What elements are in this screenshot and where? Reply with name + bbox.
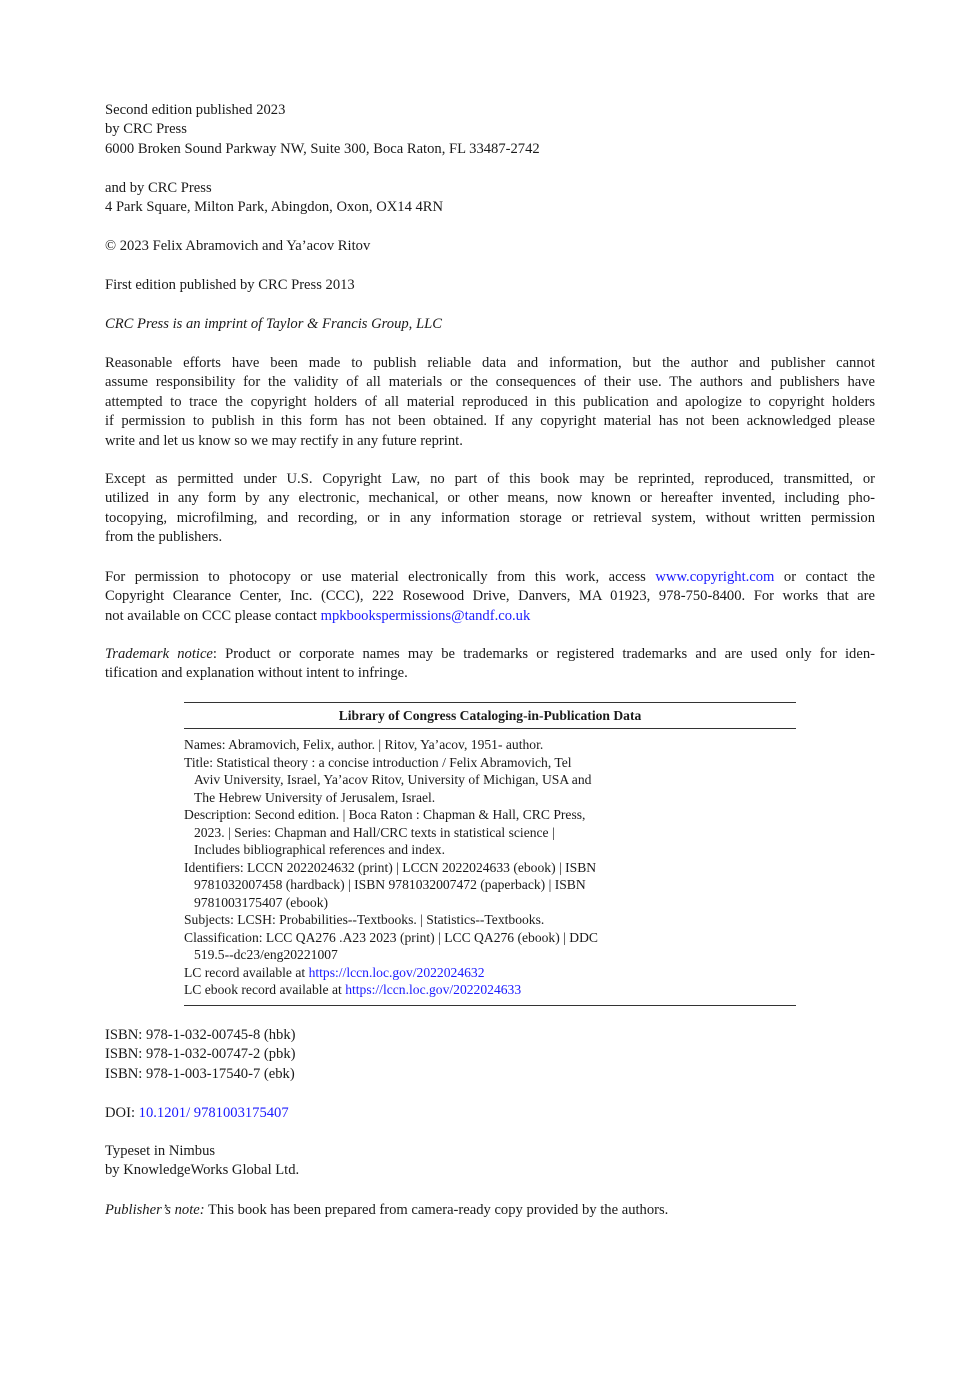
doi-link[interactable]: 10.1201/ 9781003175407 (138, 1105, 289, 1121)
copyright-line: © 2023 Felix Abramovich and Ya’acov Ritov (105, 238, 371, 254)
typeset-info (105, 1142, 875, 1181)
imprint-line: CRC Press is an imprint of Taylor & Francis Group, LLC (105, 316, 442, 332)
cip-line: The Hebrew University of Jerusalem, Israel. (194, 789, 436, 805)
text: LC ebook record available at (184, 982, 342, 997)
lc-ebook-record-link[interactable]: https://lccn.loc.gov/2022024633 (345, 982, 522, 997)
trademark-notice (105, 645, 875, 684)
cip-line (184, 964, 796, 982)
cip-entries (184, 736, 796, 999)
copyright-link[interactable]: www.copyright.com (655, 569, 775, 585)
text: or contact the (783, 569, 876, 585)
doi-line (105, 1104, 875, 1123)
permissions-email-link[interactable]: mpkbookspermissions@tandf.co.uk (320, 607, 531, 624)
cip-line: Title: Statistical theory : a concise introduction / Felix Abramovich, Tel (184, 754, 572, 770)
cip-line: 9781032007458 (hardback) | ISBN 9781032007472 (paperback) | ISBN (194, 877, 586, 892)
text-line: tification and explanation without intent to infringe. (105, 665, 408, 682)
text-line: Copyright Clearance Center, Inc. (CCC), 222 Rosewood Drive, Danvers, MA 01923, 978-750-8400. For works that are (105, 588, 875, 605)
text-line: 4 Park Square, Milton Park, Abingdon, Oxon, OX14 4RN (105, 199, 444, 216)
text-line: by KnowledgeWorks Global Ltd. (105, 1162, 300, 1179)
cip-line: 519.5--dc23/eng20221007 (194, 947, 338, 962)
text: LC record available at (184, 964, 306, 980)
copyright-law-paragraph (105, 470, 875, 548)
doi-label: DOI: (105, 1105, 135, 1121)
first-edition-line: First edition published by CRC Press 2013 (105, 277, 355, 293)
divider (184, 728, 796, 729)
cip-line: 2023. | Series: Chapman and Hall/CRC texts in statistical science | (194, 824, 555, 840)
lc-record-link[interactable]: https://lccn.loc.gov/2022024632 (308, 964, 485, 980)
text-line: Except as permitted under U.S. Copyright Law, no part of this book may be reprinted, reproduced, transmitted, or (105, 471, 875, 487)
permission-paragraph (105, 568, 875, 626)
text-line: Second edition published 2023 (105, 102, 286, 118)
text-line (105, 568, 875, 587)
isbn-line: ISBN: 978-1-032-00747-2 (pbk) (105, 1046, 296, 1063)
isbn-list (105, 1026, 875, 1084)
cip-line: 9781003175407 (ebook) (194, 894, 329, 910)
publishers-note-label: Publisher’s note: (105, 1202, 205, 1218)
disclaimer-paragraph (105, 354, 875, 451)
text: : Product or corporate names may be trademarks or registered trademarks and are used only for iden- (212, 646, 875, 662)
isbn-line: ISBN: 978-1-003-17540-7 (ebk) (105, 1065, 295, 1082)
text-line: if permission to publish in this form has not been obtained. If any copyright material has not been acknowledged please (105, 413, 875, 430)
text-line: tocopying, microfilming, and recording, or in any information storage or retrieval system, without written permission (105, 509, 875, 526)
text-line: Typeset in Nimbus (105, 1143, 216, 1159)
cip-data-box (184, 702, 796, 1006)
isbn-line: ISBN: 978-1-032-00745-8 (hbk) (105, 1027, 296, 1043)
cip-line: Identifiers: LCCN 2022024632 (print) | LCCN 2022024633 (ebook) | ISBN (184, 859, 597, 875)
text-line (105, 645, 875, 664)
text-line: attempted to trace the copyright holders of all material reproduced in this publication and apologize to copyright holders (105, 393, 875, 410)
text-line: by CRC Press (105, 121, 187, 138)
text-line: from the publishers. (105, 529, 223, 546)
second-publisher (105, 179, 875, 218)
text-line (105, 607, 875, 626)
text-line: and by CRC Press (105, 180, 212, 196)
cip-line: Includes bibliographical references and index. (194, 842, 445, 857)
text: not available on CCC please contact (105, 607, 317, 624)
text-line: Reasonable efforts have been made to publish reliable data and information, but the author and publisher cannot (105, 355, 875, 371)
text-line: utilized in any form by any electronic, mechanical, or other means, now known or hereafter invented, including pho- (105, 490, 875, 507)
text: For permission to photocopy or use material electronically from this work, access (105, 569, 646, 585)
cip-line: Classification: LCC QA276 .A23 2023 (print) | LCC QA276 (ebook) | DDC (184, 929, 598, 945)
trademark-label: Trademark notice (105, 646, 213, 662)
cip-heading: Library of Congress Cataloging-in-Publication Data (338, 708, 642, 723)
publication-info (105, 101, 875, 159)
text-line: 6000 Broken Sound Parkway NW, Suite 300, Boca Raton, FL 33487-2742 (105, 140, 540, 157)
text-line: assume responsibility for the validity of all materials or the consequences of their use. The authors and publishers have (105, 374, 875, 391)
cip-line (184, 981, 796, 999)
publishers-note-text: This book has been prepared from camera-ready copy provided by the authors. (207, 1202, 669, 1218)
cip-line: Subjects: LCSH: Probabilities--Textbooks. | Statistics--Textbooks. (184, 912, 545, 927)
text-line: write and let us know so we may rectify in any future reprint. (105, 432, 463, 449)
cip-line: Description: Second edition. | Boca Raton : Chapman & Hall, CRC Press, (184, 807, 586, 822)
cip-line: Aviv University, Israel, Ya’acov Ritov, University of Michigan, USA and (194, 772, 592, 787)
publishers-note (105, 1201, 875, 1220)
cip-line: Names: Abramovich, Felix, author. | Ritov, Ya’acov, 1951- author. (184, 737, 544, 752)
